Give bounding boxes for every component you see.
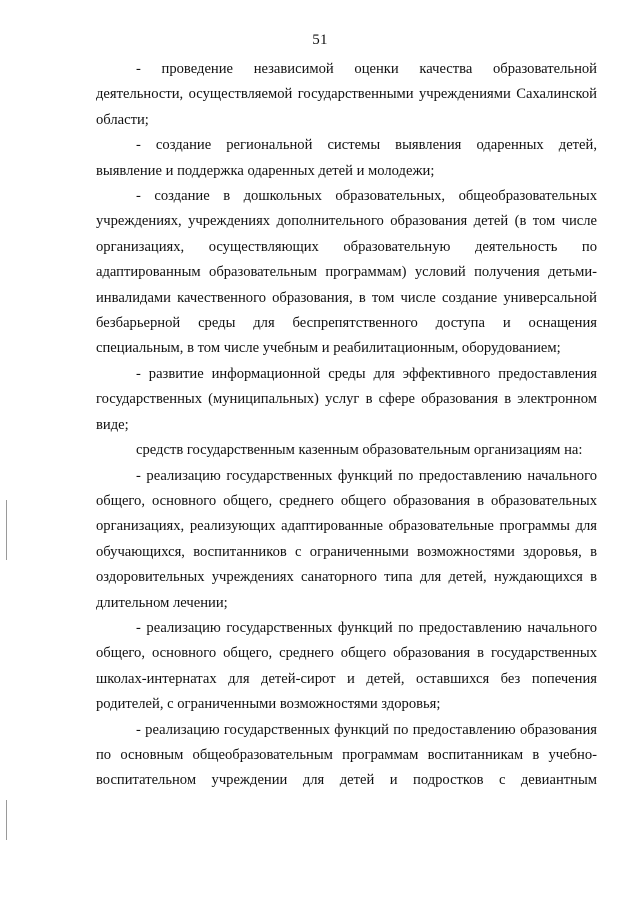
page-number: 51 [312,32,328,48]
paragraph-inclusive-education-conditions: - создание в дошкольных образовательных, общеобразовательных учреждениях, учреждениях дополнительного образования детей (в том числе организациях, осуществляющих образовательную деятельность по адаптированным образовательным программам) условий получения детьми-инвалидами качественного образования, в том числе создание универсальной безбарьерной среды для беспрепятственного доступа и оснащения специальным, в том числе учебным и реабилитационным, оборудованием; [96,188,597,357]
paragraph-adapted-programs-functions: - реализацию государственных функций по предоставлению начального общего, основного общего, среднего общего образования в образовательных организациях, реализующих адаптированные образовательные программы для обучающихся, воспитанников с ограниченными возможностями здоровья, в оздоровительных учреждениях санаторного типа для детей, нуждающихся в длительном лечении; [96,467,597,611]
paragraph-state-institutions-funding: средств государственным казенным образовательным организациям на: [136,442,583,459]
paragraph-independent-assessment: - проведение независимой оценки качества образовательной деятельности, осуществляемой государственными учреждениями Сахалинской области; [96,61,597,128]
scan-edge-mark [6,800,7,840]
paragraph-information-environment: - развитие информационной среды для эффективного предоставления государственных (муниципальных) услуг в сфере образования в электронном виде; [96,365,597,433]
paragraph-boarding-schools-functions: - реализацию государственных функций по предоставлению начального общего, основного общего, среднего общего образования в государственных школах-интернатах для детей-сирот и детей, оставшихся без попечения родителей, с ограниченными возможностями здоровья; [96,619,597,713]
paragraph-gifted-children-system: - создание региональной системы выявления одаренных детей, выявление и поддержка одаренных детей и молодежи; [96,137,597,179]
document-body [96,57,597,794]
paragraph-deviant-behavior-institution: - реализацию государственных функций по предоставлению образования по основным общеобразовательным программам воспитанникам в учебно-воспитательном учреждении для детей и подростков с девиантным [96,721,597,789]
scan-edge-mark [6,500,7,560]
